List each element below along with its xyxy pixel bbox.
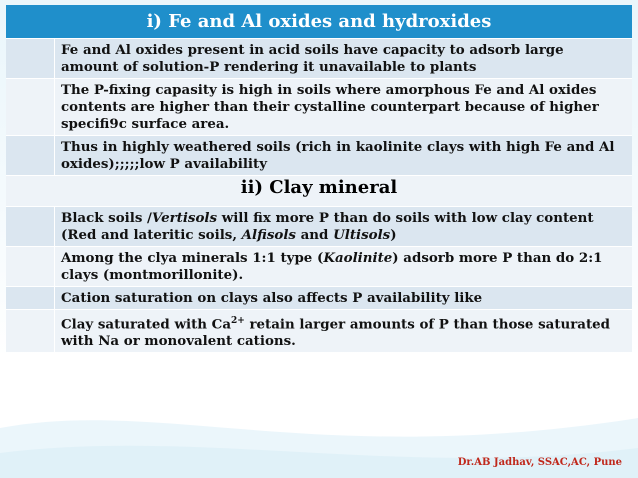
italic-term: Alfisols	[241, 227, 296, 243]
row-text	[55, 136, 633, 176]
table-row	[6, 79, 632, 136]
text-run: ) adsorb more P than do 2:1 clays (montmorillonite).	[61, 250, 603, 283]
row-text	[55, 207, 633, 247]
section-title-clay: ii) Clay mineral	[6, 176, 632, 207]
text-run: )	[390, 227, 397, 243]
text-run: Among the clya minerals 1:1 type (	[61, 250, 324, 266]
row-text	[55, 287, 633, 310]
section-title-fe-al: i) Fe and Al oxides and hydroxides	[6, 5, 632, 39]
row-text	[55, 310, 633, 353]
italic-term: Vertisols	[151, 210, 218, 226]
text-run: Fe and Al oxides present in acid soils have capacity to adsorb large amount of solution-P rendering it unavailable to plants	[61, 42, 564, 75]
italic-term: Ultisols	[333, 227, 391, 243]
row-text	[55, 247, 633, 287]
author-credit: Dr.AB Jadhav, SSAC,AC, Pune	[457, 457, 622, 468]
text-run: Thus in highly weathered soils (rich in kaolinite clays with high Fe and Al oxides);;;;;low P availability	[61, 139, 615, 172]
table-row	[6, 247, 632, 287]
row-text	[55, 39, 633, 79]
text-run: Clay saturated with Ca	[61, 316, 231, 333]
table-row	[6, 39, 632, 79]
text-run: will fix more P than do soils with low clay content (Red and lateritic soils,	[61, 210, 594, 243]
table-row	[6, 287, 632, 310]
text-run: Black soils /	[61, 210, 152, 226]
row-text	[55, 79, 633, 136]
superscript: 2+	[231, 316, 245, 326]
text-run: and	[295, 227, 334, 243]
text-run: retain larger amounts of P than those saturated with Na or monovalent cations.	[61, 316, 611, 350]
table-row	[6, 207, 632, 247]
text-run: The P-fixing capasity is high in soils where amorphous Fe and Al oxides contents are higher than their cystalline counterpart because of higher specifi9c surface area.	[61, 82, 599, 132]
text-run: Cation saturation on clays also affects P availability like	[61, 290, 483, 306]
table-row	[6, 310, 632, 353]
table-row	[6, 136, 632, 176]
italic-term: Kaolinite	[323, 250, 393, 266]
content-table	[6, 5, 632, 352]
